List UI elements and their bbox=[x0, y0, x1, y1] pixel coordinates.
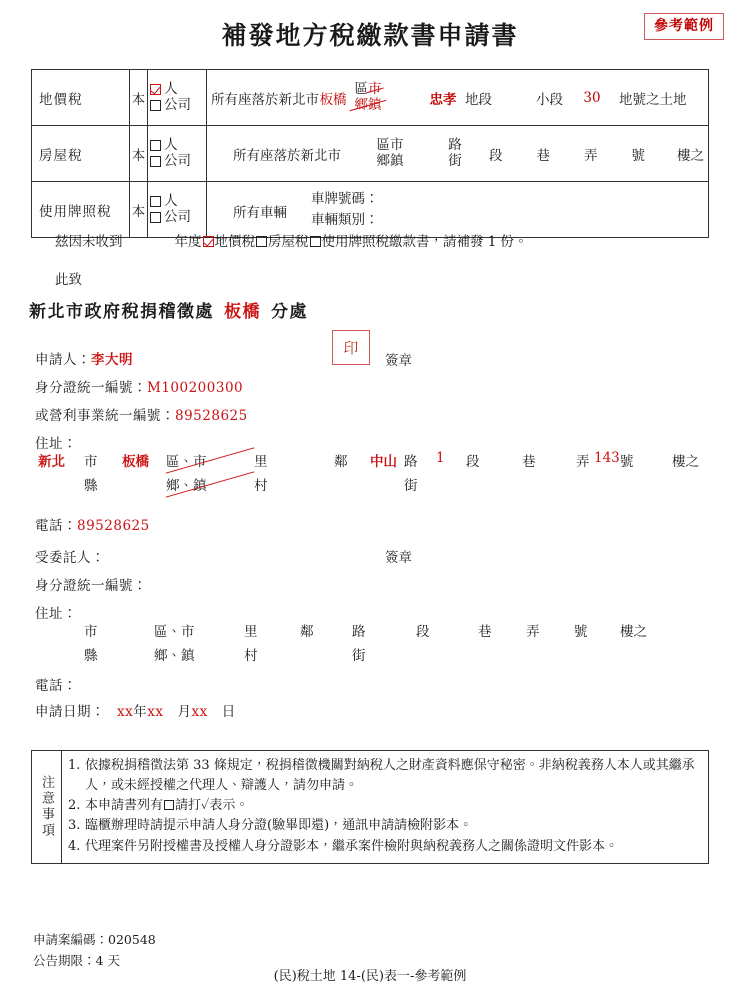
land-unit-top-strike: 市 bbox=[368, 80, 382, 97]
applicant-floor-label: 樓之 bbox=[672, 454, 699, 470]
house-unit-bottom: 鄉鎮 bbox=[376, 152, 404, 169]
notes-body bbox=[62, 751, 708, 863]
land-section-label: 地段 bbox=[465, 91, 492, 108]
agent-county-label: 縣 bbox=[84, 648, 98, 664]
agent-road-label-top: 路 bbox=[352, 624, 366, 640]
form-code: (民)稅土地 14-(民)表一-參考範例 bbox=[273, 969, 467, 984]
applicant-lin-label: 鄰 bbox=[334, 454, 348, 470]
office-prefix: 新北市政府稅捐稽徵處 bbox=[29, 302, 214, 322]
note-text-2-after: 請打✓表示。 bbox=[175, 798, 249, 814]
house-unit-top: 區市 bbox=[376, 136, 404, 153]
checkbox-company-land[interactable] bbox=[150, 100, 161, 111]
checkbox-person-label-house: 人 bbox=[164, 136, 178, 153]
agent-tel-line bbox=[35, 674, 77, 694]
applicant-lane-label: 巷 bbox=[522, 454, 536, 470]
checkbox-person-row-vehicle[interactable] bbox=[150, 194, 206, 210]
apply-date-year-value[interactable]: xx bbox=[117, 704, 134, 720]
checkbox-person-land[interactable] bbox=[150, 84, 161, 95]
vehicle-plate-label[interactable]: 車牌號碼： bbox=[311, 191, 379, 208]
note-number-4: 4. bbox=[68, 838, 81, 854]
list-item bbox=[68, 837, 700, 857]
note-number-1: 1. bbox=[68, 758, 81, 773]
agent-lin-label: 鄰 bbox=[300, 624, 314, 640]
agent-li-label: 里 bbox=[244, 624, 258, 640]
agent-floor-label: 樓之 bbox=[620, 624, 647, 640]
checkbox-reason-vehicle[interactable] bbox=[310, 236, 321, 247]
reason-suffix: 繳款書，請補發 1 份。 bbox=[389, 234, 528, 250]
notes-label: 注意事項 bbox=[32, 751, 62, 863]
checkbox-company-house[interactable] bbox=[150, 156, 161, 167]
note-text-4: 代理案件另附授權書及授權人身分證影本，繼承案件檢附與納稅義務人之關係證明文件影本。 bbox=[85, 838, 619, 854]
case-code-value: 020548 bbox=[108, 932, 156, 947]
ben-label-land: 本 bbox=[129, 70, 147, 126]
case-code-line bbox=[33, 930, 156, 951]
checkbox-person-label-vehicle: 人 bbox=[164, 192, 178, 209]
agent-road-label-bottom: 街 bbox=[352, 648, 366, 664]
note-number-3: 3. bbox=[68, 818, 81, 834]
agent-district-label-top: 區、市 bbox=[154, 624, 195, 640]
checkbox-person-row-land[interactable] bbox=[150, 82, 206, 98]
vehicle-info-cell bbox=[207, 182, 709, 238]
checkbox-person-vehicle[interactable] bbox=[150, 196, 161, 207]
salutation-cizhi: 此致 bbox=[55, 272, 82, 288]
apply-date-month-unit: 月 bbox=[177, 704, 192, 720]
land-lead-text: 所有座落於新北市 bbox=[211, 91, 319, 108]
agent-name-label: 受委託人： bbox=[35, 550, 105, 566]
note-text-2-before: 本申請書列有 bbox=[85, 798, 164, 814]
checkbox-company-label-land: 公司 bbox=[164, 96, 192, 113]
applicant-address-line-bottom bbox=[38, 474, 710, 498]
reason-year-label: 年度 bbox=[174, 234, 202, 250]
list-item bbox=[68, 816, 700, 836]
applicant-address-grid bbox=[38, 450, 710, 498]
sample-badge: 參考範例 bbox=[644, 13, 724, 40]
applicant-biz-value[interactable]: 89528625 bbox=[175, 408, 248, 424]
applicant-number-label: 號 bbox=[620, 454, 634, 470]
agent-cun-label: 村 bbox=[244, 648, 258, 664]
applicant-number-value[interactable]: 143 bbox=[594, 450, 620, 466]
agent-district-label-bottom: 鄉、鎮 bbox=[154, 648, 195, 664]
agent-alley-label: 弄 bbox=[526, 624, 540, 640]
applicant-county-label: 縣 bbox=[84, 478, 98, 494]
entity-checkbox-group-land bbox=[148, 70, 207, 126]
applicant-name-line bbox=[35, 348, 133, 368]
applicant-section-label: 段 bbox=[466, 454, 480, 470]
applicant-section-value[interactable]: 1 bbox=[436, 450, 445, 466]
applicant-city-label: 市 bbox=[84, 454, 98, 470]
agent-sign-label: 簽章 bbox=[385, 550, 412, 566]
table-row bbox=[32, 126, 709, 182]
agent-city-label: 市 bbox=[84, 624, 98, 640]
land-unit-bottom-strike: 鄉鎮 bbox=[351, 98, 385, 114]
agent-address-line-top bbox=[38, 620, 710, 644]
reason-option-house: 房屋稅 bbox=[268, 234, 309, 250]
note-checkbox-example bbox=[164, 800, 174, 810]
applicant-address-label: 住址： bbox=[35, 436, 77, 452]
applicant-name-value[interactable]: 李大明 bbox=[91, 352, 133, 368]
tax-name-vehicle: 使用牌照稅 bbox=[32, 182, 130, 238]
checkbox-reason-house[interactable] bbox=[256, 236, 267, 247]
applicant-biz-line bbox=[35, 404, 248, 424]
checkbox-person-label-land: 人 bbox=[164, 80, 178, 97]
land-admin-unit bbox=[351, 82, 385, 114]
apply-date-day-value[interactable]: xx bbox=[191, 704, 208, 720]
checkbox-person-house[interactable] bbox=[150, 140, 161, 151]
agent-address-grid bbox=[38, 620, 710, 668]
apply-date-day-unit: 日 bbox=[221, 704, 236, 720]
office-line bbox=[29, 302, 308, 322]
apply-date-year-unit: 年 bbox=[133, 704, 148, 720]
checkbox-person-row-house[interactable] bbox=[150, 138, 206, 154]
agent-section-label: 段 bbox=[416, 624, 430, 640]
checkbox-reason-land[interactable] bbox=[203, 236, 214, 247]
tax-declaration-table bbox=[31, 69, 709, 238]
checkbox-company-row-house[interactable] bbox=[150, 154, 206, 170]
reason-line bbox=[55, 234, 528, 250]
page-title: 補發地方稅繳款書申請書 bbox=[221, 21, 519, 50]
vehicle-lead-text: 所有車輛 bbox=[233, 205, 287, 222]
applicant-li-label: 里 bbox=[254, 454, 268, 470]
house-road-unit bbox=[445, 138, 465, 170]
list-item bbox=[68, 756, 700, 796]
note-text-3: 臨櫃辦理時請提示申請人身分證(驗畢即還)，通訊申請請檢附影本。 bbox=[85, 818, 473, 834]
agent-id-label: 身分證統一編號： bbox=[35, 578, 147, 594]
house-admin-unit bbox=[373, 138, 407, 170]
apply-date-line bbox=[35, 700, 236, 720]
land-section-value[interactable]: 忠孝 bbox=[429, 91, 457, 108]
agent-address-line-bottom bbox=[38, 644, 710, 668]
land-district-value[interactable]: 板橋 bbox=[319, 91, 347, 108]
land-lot-number[interactable]: 30 bbox=[583, 89, 601, 106]
applicant-id-value[interactable]: M100200300 bbox=[147, 380, 244, 396]
table-row bbox=[32, 182, 709, 238]
land-location-cell bbox=[207, 70, 709, 126]
checkbox-company-vehicle[interactable] bbox=[150, 212, 161, 223]
house-lead-text: 所有座落於新北市 bbox=[233, 147, 341, 164]
vehicle-type-label[interactable]: 車輛類別： bbox=[311, 211, 379, 228]
applicant-id-label: 身分證統一編號： bbox=[35, 380, 147, 396]
case-code-label: 申請案編碼： bbox=[33, 932, 109, 947]
applicant-alley-label: 弄 bbox=[576, 454, 590, 470]
applicant-cun-label: 村 bbox=[254, 478, 268, 494]
house-label-duan: 段 bbox=[489, 147, 503, 164]
house-label-hao: 號 bbox=[631, 147, 645, 164]
agent-address-label: 住址： bbox=[35, 606, 77, 622]
tax-name-house: 房屋稅 bbox=[32, 126, 130, 182]
checkbox-company-label-vehicle: 公司 bbox=[164, 208, 192, 225]
apply-date-label: 申請日期： bbox=[35, 704, 105, 720]
applicant-city-value[interactable]: 新北 bbox=[38, 454, 65, 470]
agent-tel-label: 電話： bbox=[35, 678, 77, 694]
house-label-nong: 弄 bbox=[584, 147, 598, 164]
land-unit-top: 區市 bbox=[354, 80, 382, 97]
checkbox-company-row-land[interactable] bbox=[150, 98, 206, 114]
applicant-road-label-bottom: 街 bbox=[404, 478, 418, 494]
agent-number-label: 號 bbox=[574, 624, 588, 640]
list-item bbox=[68, 796, 700, 816]
note-text-1: 依據稅捐稽徵法第 33 條規定，稅捐稽徵機關對納稅人之財產資料應保守秘密。非納稅義務人本人或其繼承人，或未經授權之代理人、辯護人，請勿申請。 bbox=[85, 758, 695, 794]
applicant-name-label: 申請人： bbox=[35, 352, 91, 368]
agent-id-line bbox=[35, 574, 147, 594]
note-number-2: 2. bbox=[68, 798, 81, 814]
house-label-xiang: 巷 bbox=[536, 147, 550, 164]
applicant-tel-line bbox=[35, 514, 150, 534]
reason-option-land: 地價稅 bbox=[214, 234, 255, 250]
land-tail-label: 地號之土地 bbox=[619, 91, 687, 108]
agent-name-line bbox=[35, 546, 105, 566]
applicant-tel-value[interactable]: 89528625 bbox=[77, 518, 150, 534]
agent-lane-label: 巷 bbox=[478, 624, 492, 640]
house-label-louzhi: 樓之 bbox=[677, 147, 704, 164]
applicant-id-line bbox=[35, 376, 243, 396]
apply-date-month-value[interactable]: xx bbox=[147, 704, 164, 720]
ben-label-vehicle: 本 bbox=[129, 182, 147, 238]
notes-box bbox=[31, 750, 709, 864]
office-branch[interactable]: 板橋 bbox=[224, 302, 261, 322]
applicant-road-value[interactable]: 中山 bbox=[370, 454, 397, 470]
applicant-tel-label: 電話： bbox=[35, 518, 77, 534]
reason-prefix: 茲因未收到 bbox=[55, 234, 123, 250]
applicant-road-label-top: 路 bbox=[404, 454, 418, 470]
applicant-biz-label: 或營利事業統一編號： bbox=[35, 408, 175, 424]
applicant-district-label-bottom: 鄉、鎮 bbox=[166, 474, 254, 494]
applicant-sign-label: 簽章 bbox=[385, 353, 412, 369]
entity-checkbox-group-vehicle bbox=[148, 182, 207, 238]
land-subsection-label: 小段 bbox=[536, 91, 563, 108]
table-row bbox=[32, 70, 709, 126]
note-text-2 bbox=[85, 796, 700, 816]
tax-name-land: 地價稅 bbox=[32, 70, 130, 126]
entity-checkbox-group-house bbox=[148, 126, 207, 182]
ben-label-house: 本 bbox=[129, 126, 147, 182]
applicant-district-value[interactable]: 板橋 bbox=[122, 454, 149, 470]
applicant-address-line-top bbox=[38, 450, 710, 474]
house-road-bottom: 街 bbox=[448, 152, 462, 169]
checkbox-company-label-house: 公司 bbox=[164, 152, 192, 169]
office-suffix: 分處 bbox=[271, 302, 308, 322]
house-location-cell bbox=[207, 126, 709, 182]
applicant-district-label-top: 區、市 bbox=[166, 450, 254, 470]
reason-option-vehicle: 使用牌照稅 bbox=[321, 234, 389, 250]
checkbox-company-row-vehicle[interactable] bbox=[150, 210, 206, 226]
deadline-value: 4 天 bbox=[95, 952, 120, 968]
seal-stamp-box[interactable]: 印 bbox=[332, 330, 370, 365]
deadline-label: 公告期限： bbox=[33, 952, 96, 968]
house-road-top: 路 bbox=[448, 136, 462, 153]
